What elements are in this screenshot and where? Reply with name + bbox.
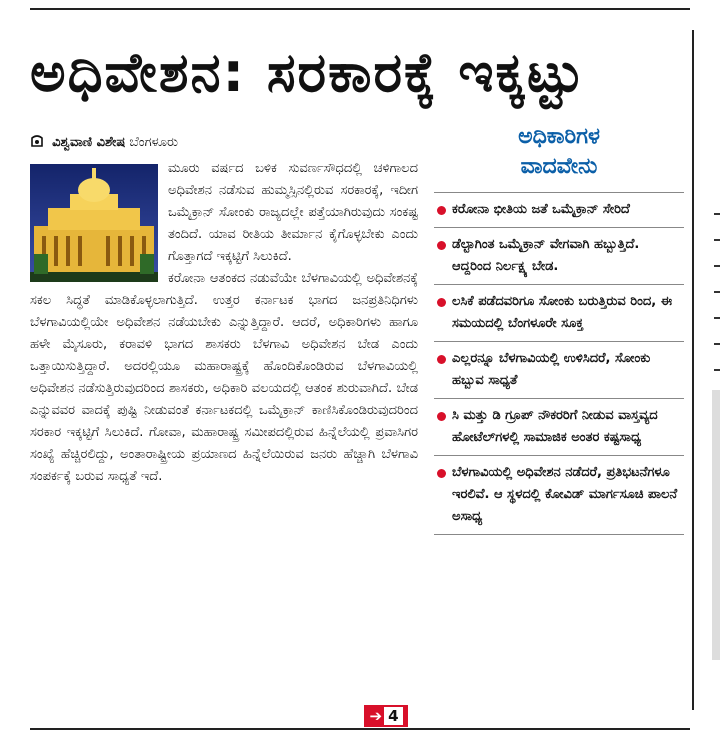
byline-source: ವಿಶ್ವವಾಣಿ ವಿಶೇಷ — [52, 135, 126, 150]
list-item-text: ಲಸಿಕೆ ಪಡೆದವರಿಗೂ ಸೋಂಕು ಬರುತ್ತಿರುವ ರಿಂದ, ಈ ಸಮಯದಲ್ಲಿ ಬೆಂಗಳೂರೇ ಸೂಕ್ತ — [452, 294, 673, 331]
list-item — [434, 456, 684, 535]
bullet-icon — [437, 206, 446, 215]
list-item-text: ಡೆಲ್ಟಾಗಿಂತ ಒಮೈಕ್ರಾನ್ ವೇಗವಾಗಿ ಹಬ್ಬುತ್ತಿದೆ. ಆದ್ದರಿಂದ ನಿರ್ಲಕ್ಷ್ಯ ಬೇಡ. — [452, 237, 640, 274]
headline: ಅಧಿವೇಶನ: ಸರಕಾರಕ್ಕೆ ಇಕ್ಕಟ್ಟು — [30, 41, 586, 104]
adjacent-column-image-edge — [712, 390, 720, 660]
list-item — [434, 399, 684, 456]
list-item — [434, 192, 684, 228]
bullet-icon — [437, 412, 446, 421]
byline-place: ಬೆಂಗಳೂರು — [129, 135, 178, 150]
list-item — [434, 228, 684, 285]
article-body — [30, 158, 418, 488]
list-item-text: ಬೆಳಗಾವಿಯಲ್ಲಿ ಅಧಿವೇಶನ ನಡೆದರೆ, ಪ್ರತಿಭಟನೆಗಳೂ ಇರಲಿವೆ. ಆ ಸ್ಥಳದಲ್ಲಿ ಕೋವಿಡ್ ಮಾರ್ಗಸೂಚಿ ಪಾಲನೆ ಅಸಾಧ್ಯ — [452, 465, 678, 524]
continued-on-page-marker[interactable] — [364, 705, 408, 727]
sidebar-list — [434, 192, 684, 535]
bottom-rule — [30, 728, 690, 730]
bullet-icon — [437, 241, 446, 250]
adjacent-column-edge — [714, 195, 720, 375]
top-rule — [30, 8, 690, 10]
sidebar-title-line: ಅಧಿಕಾರಿಗಳ — [518, 124, 600, 149]
list-item — [434, 285, 684, 342]
byline — [30, 134, 178, 150]
sidebar-title-line: ವಾದವೇನು — [520, 154, 598, 179]
column-divider — [692, 30, 694, 710]
list-item-text: ಎಲ್ಲರನ್ನೂ ಬೆಳಗಾವಿಯಲ್ಲಿ ಉಳಿಸಿದರೆ, ಸೋಂಕು ಹಬ್ಬುವ ಸಾಧ್ಯತೆ — [452, 351, 651, 388]
bullet-icon — [437, 469, 446, 478]
vidhana-soudha-photo — [30, 164, 158, 282]
arrow-right-icon: ➔ — [369, 707, 383, 725]
list-item-text: ಕರೋನಾ ಭೀತಿಯ ಜತೆ ಒಮೈಕ್ರಾನ್ ಸೇರಿದೆ — [452, 202, 630, 217]
list-item — [434, 342, 684, 399]
publication-logo-icon — [30, 134, 44, 148]
continued-page-number: 4 — [384, 707, 402, 725]
sidebar-title — [434, 122, 684, 182]
sidebar-box — [434, 122, 684, 535]
article-paragraph: ಕರೋನಾ ಆತಂಕದ ನಡುವೆಯೇ ಬೆಳಗಾವಿಯಲ್ಲಿ ಅಧಿವೇಶನಕ್ಕೆ ಸಕಲ ಸಿದ್ಧತೆ ಮಾಡಿಕೊಳ್ಳಲಾಗುತ್ತಿದೆ. ಉತ್ತರ ಕರ್ನಾಟಕ ಭಾಗದ ಜನಪ್ರತಿನಿಧಿಗಳು ಬೆಳಗಾವಿಯಲ್ಲಿಯೇ ಅಧಿವೇಶನ ನಡೆಯಬೇಕು ಎನ್ನುತ್ತಿದ್ದಾರೆ. ಆದರೆ, ಅಧಿಕಾರಿಗಳು ಹಾಗೂ ಹಳೇ ಮೈಸೂರು, ಕರಾವಳಿ ಭಾಗದ ಶಾಸಕರು ಬೆಳಗಾವಿ ಅಧಿವೇಶನ ಬೇಡ ಎಂದು ಒತ್ತಾಯಿಸುತ್ತಿದ್ದಾರೆ. ಅದರಲ್ಲಿಯೂ ಮಹಾರಾಷ್ಟ್ರಕ್ಕೆ ಹೊಂದಿಕೊಂಡಿರುವ ಬೆಳಗಾವಿಯಲ್ಲಿ ಅಧಿವೇಶನ ನಡೆಸುತ್ತಿರುವುದರಿಂದ ಶಾಸಕರು, ಅಧಿಕಾರಿ ವಲಯದಲ್ಲಿ ಆತಂಕ ಶುರುವಾಗಿದೆ. ಬೇಡ ಎನ್ನುವವರ ವಾದಕ್ಕೆ ಪುಷ್ಟಿ ನೀಡುವಂತೆ ಕರ್ನಾಟಕದಲ್ಲಿ ಒಮೈಕ್ರಾನ್ ಕಾಣಿಸಿಕೊಂಡಿರುವುದರಿಂದ ಸರಕಾರ ಇಕ್ಕಟ್ಟಿಗೆ ಸಿಲುಕಿದೆ. ಗೋವಾ, ಮಹಾರಾಷ್ಟ್ರ ಸಮೀಪದಲ್ಲಿರುವ ಹಿನ್ನೆಲೆಯಲ್ಲಿ ಪ್ರವಾಸಿಗರ ಸಂಖ್ಯೆ ಹೆಚ್ಚಿರಲಿದ್ದು, ಅಂತಾರಾಷ್ಟ್ರೀಯ ಪ್ರಯಾಣದ ಹಿನ್ನೆಲೆಯಿರುವ ಜನರು ಹೆಚ್ಚಾಗಿ ಬೆಳಗಾವಿ ಸಂಪರ್ಕಕ್ಕೆ ಬರುವ ಸಾಧ್ಯತೆ ಇದೆ. — [30, 271, 418, 484]
article-paragraph: ಮೂರು ವರ್ಷದ ಬಳಿಕ ಸುವರ್ಣಸೌಧದಲ್ಲಿ ಚಳಿಗಾಲದ ಅಧಿವೇಶನ ನಡೆಸುವ ಹುಮ್ಮಸ್ಸಿನಲ್ಲಿರುವ ಸರಕಾರಕ್ಕೆ, ಇದೀಗ ಒಮೈಕ್ರಾನ್ ಸೋಂಕು ರಾಜ್ಯದಲ್ಲೇ ಪತ್ತೆಯಾಗಿರುವುದು ಸಂಕಷ್ಟ ತಂದಿದೆ. ಯಾವ ರೀತಿಯ ತೀರ್ಮಾನ ಕೈಗೊಳ್ಳಬೇಕು ಎಂದು ಗೊತ್ತಾಗದೆ ಇಕ್ಕಟ್ಟಿಗೆ ಸಿಲುಕಿದೆ. — [168, 161, 418, 264]
bullet-icon — [437, 355, 446, 364]
list-item-text: ಸಿ ಮತ್ತು ಡಿ ಗ್ರೂಪ್ ನೌಕರರಿಗೆ ನೀಡುವ ವಾಸ್ತವ್ಯದ ಹೋಟೆಲ್‌ಗಳಲ್ಲಿ ಸಾಮಾಜಿಕ ಅಂತರ ಕಷ್ಟಸಾಧ್ಯ — [452, 408, 658, 445]
bullet-icon — [437, 298, 446, 307]
